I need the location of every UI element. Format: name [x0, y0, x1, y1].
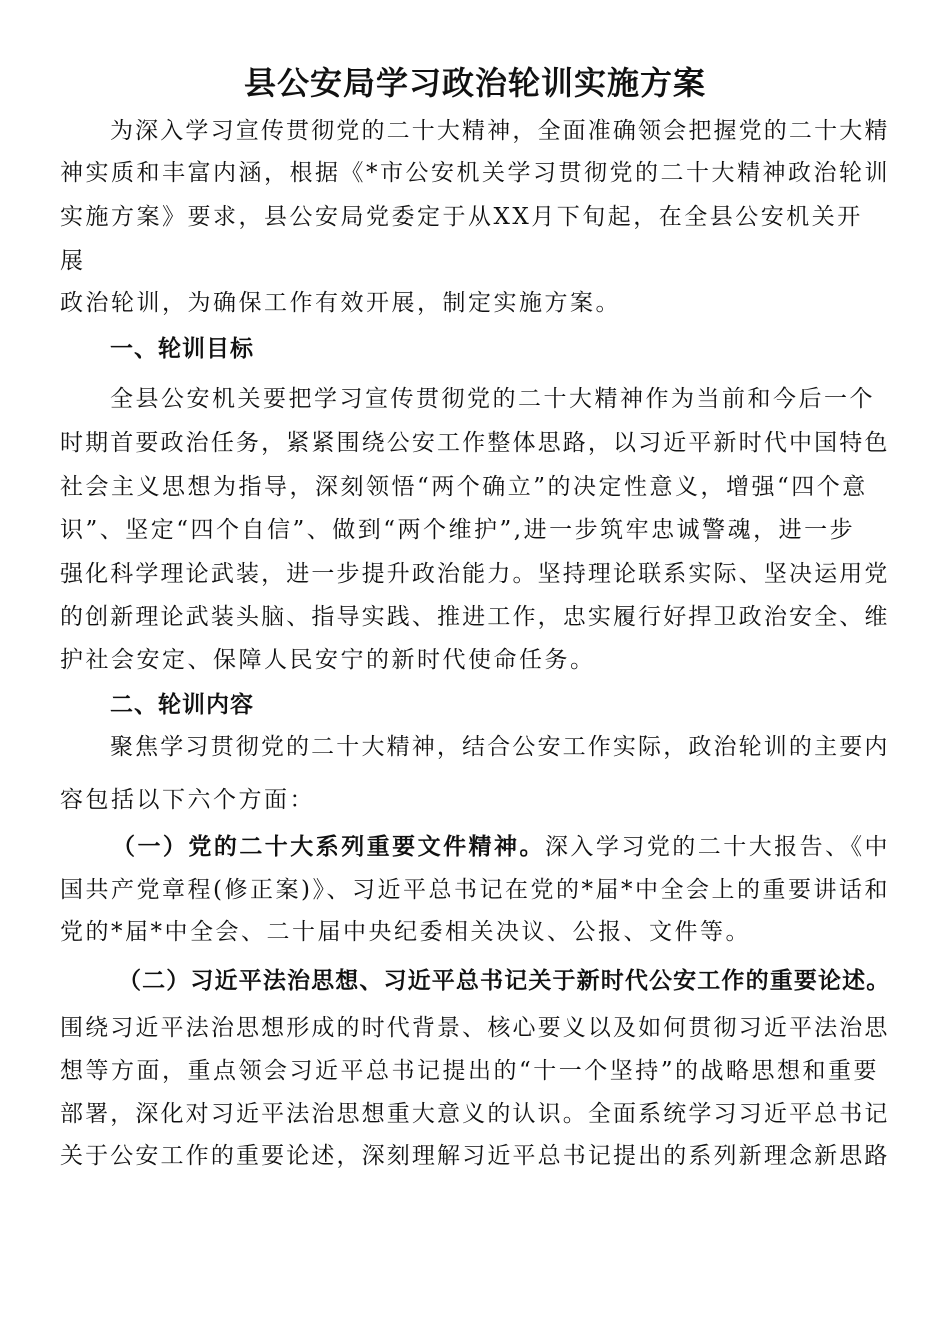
section-1-line-1: 全县公安机关要把学习宣传贯彻党的二十大精神作为当前和今后一个	[110, 386, 875, 412]
intro-line-1: 为深入学习宣传贯彻党的二十大精神，全面准确领会把握党的二十大精	[110, 118, 890, 144]
section-1-line-3: 社会主义思想为指导，深刻领悟“两个确立”的决定性意义，增强“四个意	[60, 474, 868, 500]
item-1-first-line	[112, 832, 890, 862]
section-1-heading: 一、轮训目标	[110, 336, 254, 362]
intro-line-4: 展	[60, 248, 86, 274]
section-2-line-2: 容包括以下六个方面：	[60, 787, 315, 813]
intro-line-3: 实施方案》要求，县公安局党委定于从XX月下旬起，在全县公安机关开	[60, 204, 863, 230]
intro-line-5: 政治轮训，为确保工作有效开展，制定实施方案。	[60, 290, 621, 316]
item-2-line-2: 想等方面，重点领会习近平总书记提出的“十一个坚持”的战略思想和重要	[60, 1058, 880, 1084]
section-1-line-2: 时期首要政治任务，紧紧围绕公安工作整体思路，以习近平新时代中国特色	[60, 430, 890, 456]
item-2-line-1: 围绕习近平法治思想形成的时代背景、核心要义以及如何贯彻习近平法治思	[60, 1015, 890, 1041]
item-2-line-4: 关于公安工作的重要论述，深刻理解习近平总书记提出的系列新理念新思路	[60, 1143, 890, 1169]
item-2-title: （二）习近平法治思想、习近平总书记关于新时代公安工作的重要论述。	[118, 967, 891, 994]
section-1-line-5: 强化科学理论武装，进一步提升政治能力。坚持理论联系实际、坚决运用党	[60, 561, 890, 587]
item-1-line-3: 党的*届*中全会、二十届中央纪委相关决议、公报、文件等。	[60, 919, 751, 945]
item-1-first-line-rest: 深入学习党的二十大报告、《中	[544, 834, 891, 860]
section-1-line-4: 识”、坚定“四个自信”、做到“两个维护”,进一步筑牢忠诚警魂，进一步	[60, 517, 856, 543]
intro-line-2: 神实质和丰富内涵，根据《*市公安机关学习贯彻党的二十大精神政治轮训	[60, 160, 890, 186]
item-1-line-2: 国共产党章程(修正案)》、习近平总书记在党的*届*中全会上的重要讲话和	[60, 877, 890, 903]
section-1-line-7: 护社会安定、保障人民安宁的新时代使命任务。	[60, 647, 596, 673]
section-2-line-1: 聚焦学习贯彻党的二十大精神，结合公安工作实际，政治轮训的主要内	[110, 734, 890, 760]
section-1-line-6: 的创新理论武装头脑、指导实践、推进工作，忠实履行好捍卫政治安全、维	[60, 604, 890, 630]
section-2-heading: 二、轮训内容	[110, 692, 254, 718]
document-title: 县公安局学习政治轮训实施方案	[243, 64, 706, 102]
item-2-line-3: 部署，深化对习近平法治思想重大意义的认识。全面系统学习习近平总书记	[60, 1101, 890, 1127]
item-1-title: （一）党的二十大系列重要文件精神。	[112, 833, 545, 860]
